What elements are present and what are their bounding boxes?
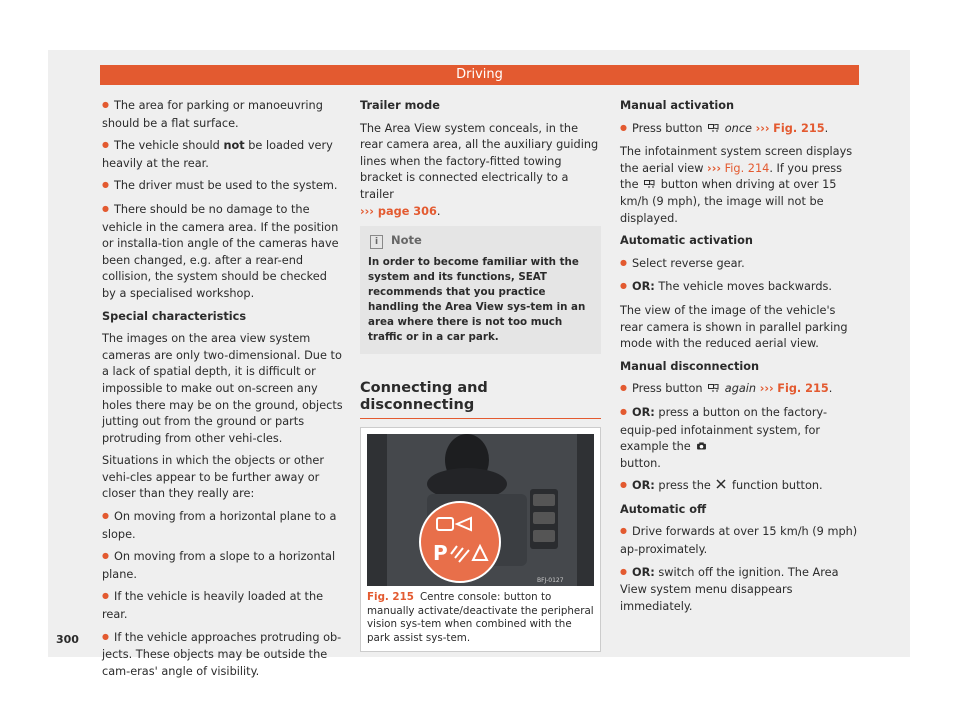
view-paragraph: The view of the image of the vehicle's rear camera is shown in parallel parking mode with the reduced aerial view.: [620, 303, 848, 351]
note-text: In order to become familiar with the system and its functions, SEAT recommends that you practice handling the Area View sys-tem in an area where there is not too much traffic or in a car park.: [368, 256, 586, 344]
list-item: ● There should be no damage to the vehicle in the camera area. If the position or installa-tion angle of the cameras have been changed, e.g. after a rear-end collision, the system should be checked by a specialised workshop.: [102, 202, 344, 303]
infotainment-paragraph: The infotainment system screen displays the aerial view ››› Fig. 214. If you press the button when driving at over 15 km/h (9 mph), the image will not be displayed.: [620, 145, 853, 225]
console-illustration: [367, 434, 594, 586]
list-item: ● Press button again ››› Fig. 215.: [620, 381, 860, 399]
list-item: ● On moving from a horizontal plane to a slope.: [102, 509, 344, 543]
page-number: 300: [56, 633, 79, 646]
info-icon: i: [370, 235, 383, 249]
figure-215: [360, 427, 601, 652]
note-title: i Note: [368, 232, 593, 249]
special-paragraph: The images on the area view system cameras are only two-dimensional. Due to a lack of spatial depth, it is difficult or impossible to make out on-screen any holes there may be on the ground, objects jutting out from the ground or parts protruding from other vehi-cles.: [102, 332, 343, 445]
figure-link[interactable]: Fig. 214: [724, 161, 770, 175]
note-box: [360, 226, 601, 354]
column-2: [360, 98, 601, 652]
column-1: [102, 98, 344, 686]
manual-disconnection-heading: Manual disconnection: [620, 359, 760, 373]
trailer-heading: Trailer mode: [360, 99, 440, 112]
list-item: ● The vehicle should not be loaded very heavily at the rear.: [102, 138, 344, 172]
list-item: ● OR: The vehicle moves backwards.: [620, 279, 860, 297]
list-item: ● The driver must be used to the system.: [102, 178, 344, 196]
list-item: ● OR: press the function button.: [620, 478, 860, 496]
situations-paragraph: Situations in which the objects or other vehi-cles appear to be further away or closer than they really are:: [102, 454, 324, 501]
list-item: ● Drive forwards at over 15 km/h (9 mph) ap-proximately.: [620, 524, 860, 558]
automatic-activation-heading: Automatic activation: [620, 234, 753, 248]
page-header: Driving: [100, 65, 859, 85]
list-item: ● If the vehicle approaches protruding ob-jects. These objects may be outside the cam-eras' angle of visibility.: [102, 630, 344, 681]
figure-link[interactable]: Fig. 215: [773, 121, 825, 135]
close-x-icon: [716, 479, 726, 489]
figure-link[interactable]: Fig. 215: [777, 382, 829, 396]
list-item: ● If the vehicle is heavily loaded at the rear.: [102, 589, 344, 623]
list-item: ● OR: switch off the ignition. The Area View system menu disappears immediately.: [620, 565, 860, 616]
console-photo: [367, 434, 594, 586]
list-item: ● OR: press a button on the factory-equip-ped infotainment system, for example the button.: [620, 405, 860, 472]
svg-text:P: P: [433, 541, 448, 566]
list-item: ● Press button once ››› Fig. 215.: [620, 121, 860, 139]
park-view-button-icon: [708, 124, 719, 132]
list-item: ● On moving from a slope to a horizontal plane.: [102, 549, 344, 583]
park-view-button-icon: [644, 180, 655, 188]
park-view-button-icon: [708, 384, 719, 392]
figure-code: BFJ-0127: [537, 577, 564, 585]
special-heading: Special characteristics: [102, 309, 247, 323]
list-item: ● The area for parking or manoeuvring should be a flat surface.: [102, 98, 344, 132]
automatic-off-heading: Automatic off: [620, 502, 707, 516]
manual-activation-heading: Manual activation: [620, 99, 735, 112]
list-item: ● Select reverse gear.: [620, 256, 860, 274]
column-3: [620, 98, 860, 621]
section-title: Connecting and disconnecting: [360, 380, 601, 419]
figure-caption: Fig. 215 Centre console: button to manually activate/deactivate the peripheral vision sys-tem when combined with the park assist sys-tem.: [367, 591, 594, 644]
camera-icon: [696, 442, 707, 450]
page-link[interactable]: ››› page 306: [360, 204, 437, 218]
trailer-paragraph: The Area View system conceals, in the rear camera area, all the auxiliary guiding lines when the factory-fitted towing bracket is connected electrically to a trailer ››› page 306.: [360, 121, 599, 218]
